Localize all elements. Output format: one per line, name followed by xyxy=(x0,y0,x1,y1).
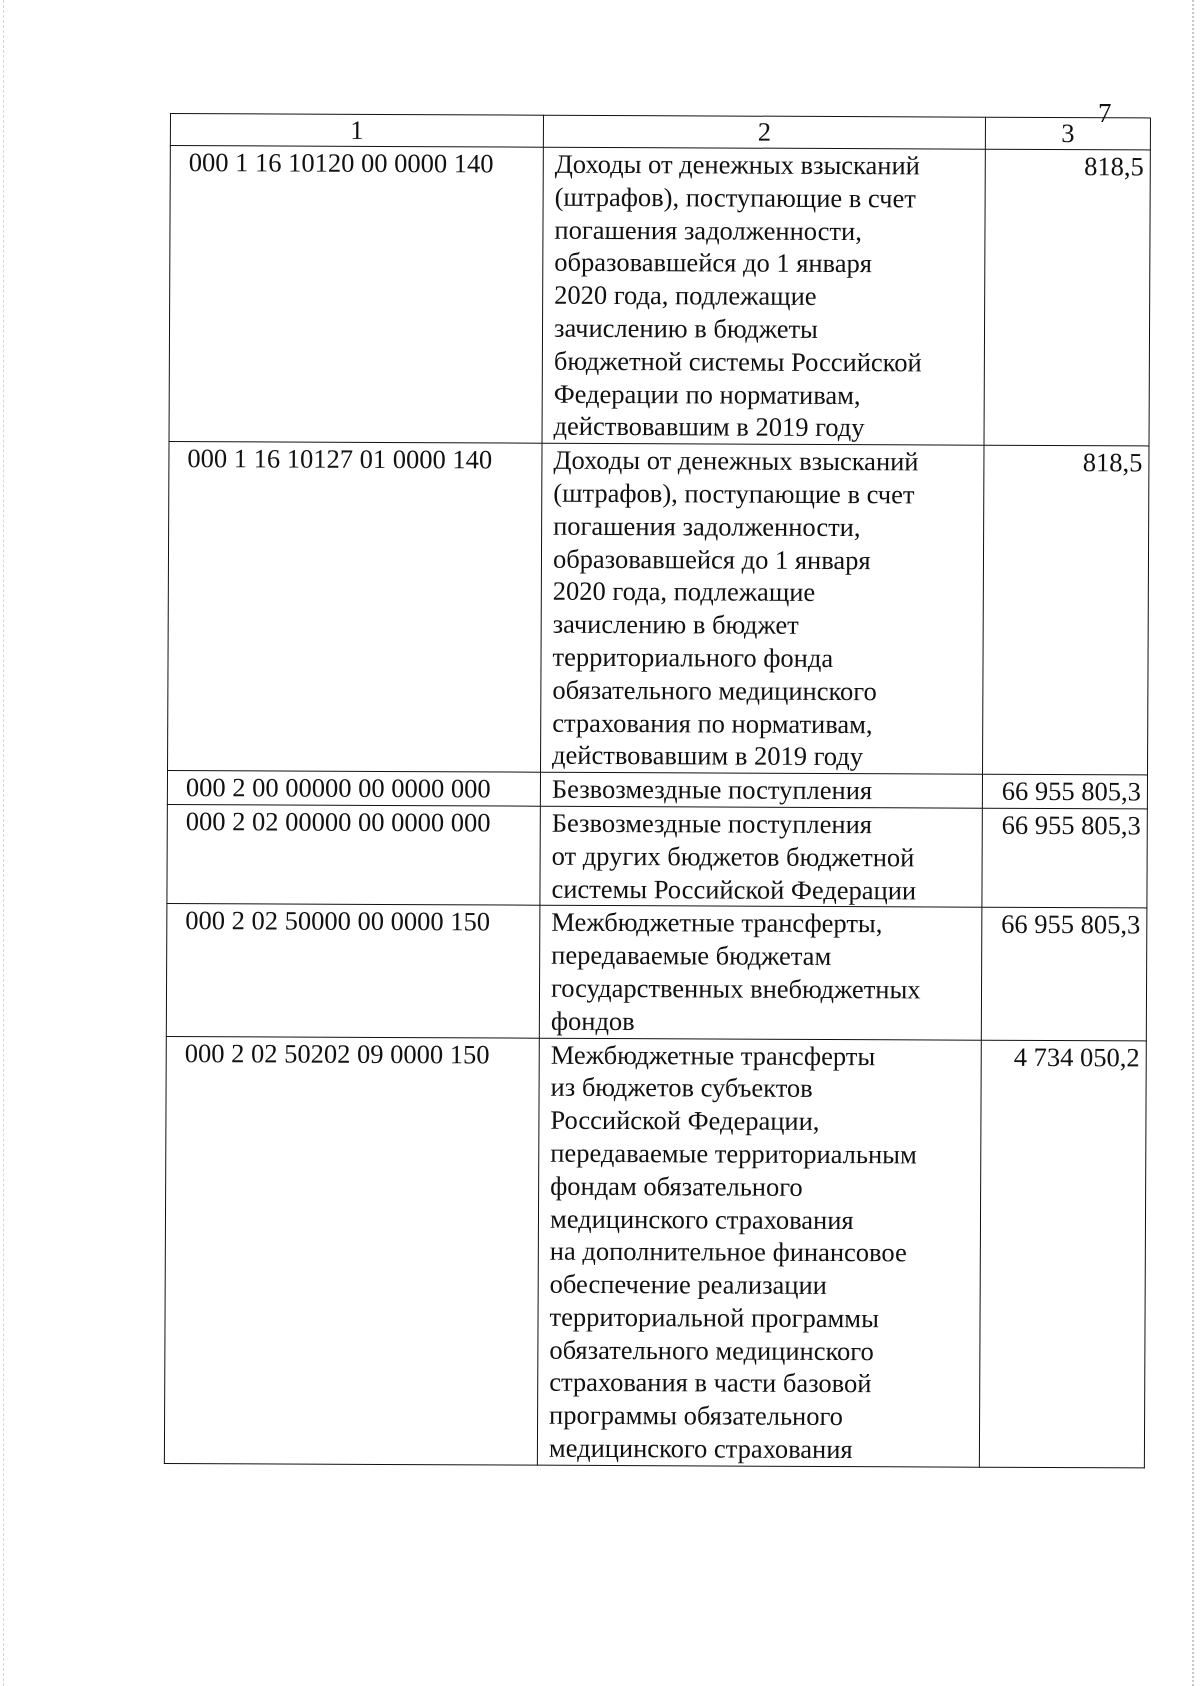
scan-left-edge xyxy=(3,0,4,1686)
revenue-name-line: Доходы от денежных взысканий xyxy=(553,444,919,477)
revenue-name-cell xyxy=(540,806,982,907)
revenue-name-line: страхования в части базовой xyxy=(549,1367,872,1399)
budget-code-cell: 000 2 00 00000 00 0000 000 xyxy=(167,771,540,806)
column-header-2: 2 xyxy=(543,115,985,149)
revenue-name-cell xyxy=(541,443,984,774)
amount-cell: 4 734 050,2 xyxy=(979,1040,1146,1468)
budget-code-cell: 000 2 02 50000 00 0000 150 xyxy=(166,904,540,1038)
document-sheet xyxy=(164,113,1150,1468)
amount-cell: 818,5 xyxy=(983,445,1149,775)
revenue-name-line: системы Российской Федерации xyxy=(551,873,917,905)
revenue-name-line: 2020 года, подлежащие xyxy=(554,279,817,312)
column-header-1: 1 xyxy=(170,114,543,148)
revenue-name-line: обеспечение реализации xyxy=(549,1268,827,1301)
budget-code-cell: 000 1 16 10120 00 0000 140 xyxy=(169,146,543,444)
revenue-name-cell xyxy=(542,147,985,445)
column-number-row xyxy=(170,114,1150,150)
revenue-name-line: Межбюджетные трансферты, xyxy=(551,907,883,939)
revenue-name-line: фондов xyxy=(550,1005,635,1036)
amount-cell: 818,5 xyxy=(984,149,1150,446)
revenue-name-line: от других бюджетов бюджетной xyxy=(551,840,915,873)
revenue-name-line: образовавшейся до 1 января xyxy=(554,247,873,279)
revenue-name-line: (штрафов), поступающие в счет xyxy=(553,477,915,510)
revenue-name-line: медицинского страхования xyxy=(548,1432,853,1465)
revenue-name-line: обязательного медицинского xyxy=(549,1334,874,1366)
revenue-name-line: зачислению в бюджеты xyxy=(553,312,818,344)
revenue-name-cell xyxy=(539,906,982,1040)
revenue-name-line: страхования по нормативам, xyxy=(552,707,873,739)
revenue-name-line: 2020 года, подлежащие xyxy=(552,576,816,608)
revenue-name-cell xyxy=(537,1038,981,1467)
revenue-name-line: погашения задолженности, xyxy=(554,214,862,246)
revenue-name-line: передаваемые территориальным xyxy=(550,1137,917,1170)
amount-cell: 66 955 805,3 xyxy=(981,908,1147,1041)
table-row xyxy=(166,904,1147,1041)
table-row xyxy=(169,146,1150,447)
column-header-3: 3 xyxy=(985,117,1150,150)
table-row xyxy=(167,771,1147,809)
revenue-name-line: (штрафов), поступающие в счет xyxy=(554,181,916,214)
budget-code-cell: 000 2 02 00000 00 0000 000 xyxy=(167,804,540,905)
revenue-name-line: Федерации по нормативам, xyxy=(553,378,861,410)
revenue-name-line: бюджетной системы Российской xyxy=(553,345,922,378)
revenue-name-line: Безвозмездные поступления xyxy=(551,773,873,806)
revenue-name-line: территориального фонда xyxy=(552,641,834,673)
amount-cell: 66 955 805,3 xyxy=(982,774,1147,809)
revenue-name-line: обязательного медицинского xyxy=(552,674,877,706)
revenue-name-cell xyxy=(540,772,982,808)
revenue-name-line: передаваемые бюджетам xyxy=(551,939,832,972)
revenue-name-line: Безвозмездные поступления xyxy=(551,807,873,840)
page-number: 7 xyxy=(1098,98,1112,128)
amount-cell: 66 955 805,3 xyxy=(982,808,1147,908)
revenue-name-line: территориальной программы xyxy=(549,1301,879,1334)
table-row xyxy=(167,804,1147,908)
budget-code-cell: 000 2 02 50202 09 0000 150 xyxy=(164,1036,539,1465)
revenue-name-line: образовавшейся до 1 января xyxy=(552,543,871,575)
revenue-name-line: погашения задолженности, xyxy=(553,510,861,542)
revenue-name-line: медицинского страхования xyxy=(549,1203,854,1235)
revenue-name-line: действовавшим в 2019 году xyxy=(553,411,865,443)
scan-right-edge xyxy=(1192,0,1194,1686)
revenue-name-line: на дополнительное финансовое xyxy=(549,1236,907,1268)
revenue-name-line: фондам обязательного xyxy=(550,1170,803,1202)
revenue-name-line: действовавшим в 2019 году xyxy=(552,740,864,772)
budget-revenue-table xyxy=(164,113,1151,1468)
table-row xyxy=(168,442,1149,775)
budget-code-cell: 000 1 16 10127 01 0000 140 xyxy=(168,442,542,773)
revenue-name-line: Российской Федерации, xyxy=(550,1104,820,1137)
revenue-name-line: государственных внебюджетных xyxy=(550,972,921,1005)
revenue-name-line: из бюджетов субъектов xyxy=(550,1072,813,1104)
revenue-name-line: зачислению в бюджет xyxy=(552,608,799,641)
revenue-name-line: программы обязательного xyxy=(549,1400,844,1432)
revenue-name-line: Межбюджетные трансферты xyxy=(550,1039,876,1071)
table-row xyxy=(164,1036,1146,1468)
revenue-name-line: Доходы от денежных взысканий xyxy=(554,148,920,181)
